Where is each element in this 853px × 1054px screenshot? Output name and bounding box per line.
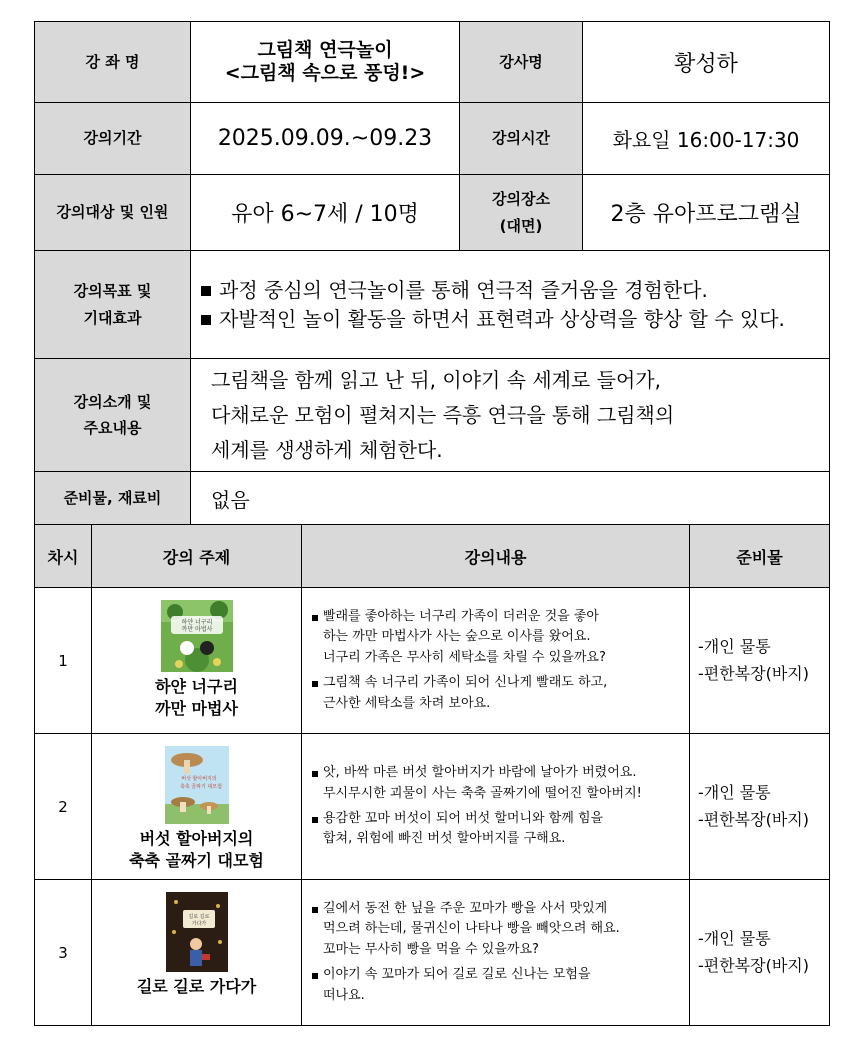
header-prep: 준비물 <box>690 525 830 588</box>
course-info-table <box>34 21 830 525</box>
materials-value: 없음 <box>191 472 830 525</box>
content-line: 이야기 속 꼬마가 되어 길로 길로 신나는 모험을 <box>323 966 591 982</box>
content-line: 떠나요. <box>323 987 365 1003</box>
prep-cell <box>690 880 830 1026</box>
goal-text: 자발적인 놀이 활동을 하면서 표현력과 상상력을 향상 할 수 있다. <box>219 306 785 331</box>
intro-label-line2: 주요내용 <box>83 419 142 437</box>
table-row <box>35 880 830 1026</box>
topic-cell <box>92 588 302 734</box>
intro-label <box>35 359 191 472</box>
square-bullet-icon <box>201 286 211 296</box>
topic-cell <box>92 880 302 1026</box>
time-label: 강의시간 <box>460 103 583 175</box>
table-row <box>35 588 830 734</box>
content-item <box>312 673 681 715</box>
topic-cell <box>92 734 302 880</box>
course-title <box>191 22 460 103</box>
content-line: 너구리 가족은 무사히 세탁소를 차릴 수 있을까요? <box>323 650 606 666</box>
content-item <box>312 965 681 1007</box>
table-row <box>35 734 830 880</box>
topic-title-line1: 하얀 너구리 <box>155 677 238 696</box>
content-item <box>312 763 681 805</box>
content-line: 그림책 속 너구리 가족이 되어 신나게 빨래도 하고, <box>323 674 608 690</box>
square-bullet-icon <box>312 817 318 823</box>
content-cell <box>302 880 690 1026</box>
content-line: 합쳐, 위험에 빠진 버섯 할아버지를 구해요. <box>323 831 566 847</box>
goal-label-line1: 강의목표 및 <box>73 282 152 301</box>
session-number: 2 <box>35 734 92 880</box>
intro-text <box>191 359 830 472</box>
header-session: 차시 <box>35 525 92 588</box>
cover-title-line1: 길로 길로 <box>188 914 209 920</box>
content-line: 하는 까만 마법사가 사는 숲으로 이사를 왔어요. <box>323 629 591 645</box>
cover-title-line2: 가다가 <box>191 921 206 927</box>
prep-item: -개인 물통 <box>698 783 771 803</box>
content-item <box>312 607 681 669</box>
header-content: 강의내용 <box>302 525 690 588</box>
prep-item: -편한복장(바지) <box>698 809 809 829</box>
cover-title-line1: 하얀 너구리 <box>181 619 212 626</box>
prep-cell <box>690 588 830 734</box>
square-bullet-icon <box>312 681 318 687</box>
square-bullet-icon <box>312 907 318 913</box>
book-cover-image <box>166 892 228 972</box>
goal-label-line2: 기대효과 <box>83 308 142 327</box>
topic-title <box>92 828 301 871</box>
instructor-name: 황성하 <box>583 22 830 103</box>
content-cell <box>302 588 690 734</box>
content-line: 길에서 동전 한 닢을 주운 꼬마가 빵을 사서 맛있게 <box>323 900 608 916</box>
content-line: 용감한 꼬마 버섯이 되어 버섯 할머니와 함께 힘을 <box>323 810 604 826</box>
schedule-table <box>34 524 830 1026</box>
content-line: 꼬마는 무사히 빵을 먹을 수 있을까요? <box>323 942 539 958</box>
topic-title <box>92 676 301 719</box>
place-label-line1: 강의장소 <box>492 190 550 209</box>
course-title-line2: <그림책 속으로 풍덩!> <box>224 62 426 84</box>
cover-title-line2: 축축 골짜기 대모험 <box>179 784 222 790</box>
goals-list <box>191 251 830 359</box>
content-line: 근사한 세탁소를 차려 보아요. <box>323 695 491 711</box>
topic-title-line2: 까만 마법사 <box>155 698 238 718</box>
target-value: 유아 6~7세 / 10명 <box>191 175 460 251</box>
place-label-line2: (대면) <box>499 216 543 235</box>
prep-item: -개인 물통 <box>698 637 771 657</box>
cover-title-line2: 까만 마법사 <box>181 626 212 633</box>
prep-item: -개인 물통 <box>698 929 771 949</box>
book-cover-image <box>161 600 233 672</box>
topic-title <box>92 976 301 998</box>
period-label: 강의기간 <box>35 103 191 175</box>
content-item <box>312 809 681 851</box>
goal-item <box>201 305 819 334</box>
topic-title-line1: 버섯 할아버지의 <box>139 829 254 848</box>
content-cell <box>302 734 690 880</box>
target-label: 강의대상 및 인원 <box>35 175 191 251</box>
intro-line: 다채로운 모험이 펼쳐지는 즉흥 연극을 통해 그림책의 <box>211 402 675 427</box>
book-cover-image <box>165 746 229 824</box>
square-bullet-icon <box>312 771 318 777</box>
content-line: 앗, 바싹 마른 버섯 할아버지가 바람에 날아가 버렸어요. <box>323 764 637 780</box>
prep-item: -편한복장(바지) <box>698 663 809 683</box>
goal-text: 과정 중심의 연극놀이를 통해 연극적 즐거움을 경험한다. <box>219 277 708 302</box>
content-line: 무시무시한 괴물이 사는 축축 골짜기에 떨어진 할아버지! <box>323 785 642 801</box>
place-value: 2층 유아프로그램실 <box>583 175 830 251</box>
topic-title-line2: 축축 골짜기 대모험 <box>129 850 264 870</box>
intro-line: 그림책을 함께 읽고 난 뒤, 이야기 속 세계로 들어가, <box>211 367 661 392</box>
prep-item: -편한복장(바지) <box>698 955 809 975</box>
session-number: 3 <box>35 880 92 1026</box>
content-line: 빨래를 좋아하는 너구리 가족이 더러운 것을 좋아 <box>323 608 599 624</box>
topic-title-line1: 길로 길로 가다가 <box>136 977 257 996</box>
period-value: 2025.09.09.~09.23 <box>191 103 460 175</box>
intro-line: 세계를 생생하게 체험한다. <box>211 437 443 462</box>
square-bullet-icon <box>201 315 211 325</box>
course-name-label: 강 좌 명 <box>35 22 191 103</box>
content-item <box>312 899 681 961</box>
intro-label-line1: 강의소개 및 <box>73 392 152 411</box>
square-bullet-icon <box>312 973 318 979</box>
instructor-label: 강사명 <box>460 22 583 103</box>
prep-cell <box>690 734 830 880</box>
square-bullet-icon <box>312 615 318 621</box>
place-label <box>460 175 583 251</box>
course-title-line1: 그림책 연극놀이 <box>257 39 393 62</box>
goal-label <box>35 251 191 359</box>
time-value: 화요일 16:00-17:30 <box>583 103 830 175</box>
cover-title-line1: 버섯 할아버지의 <box>180 776 217 782</box>
session-number: 1 <box>35 588 92 734</box>
materials-label: 준비물, 재료비 <box>35 472 191 525</box>
content-line: 먹으려 하는데, 물귀신이 나타나 빵을 빼앗으려 해요. <box>323 921 620 937</box>
goal-item <box>201 276 819 305</box>
header-topic: 강의 주제 <box>92 525 302 588</box>
